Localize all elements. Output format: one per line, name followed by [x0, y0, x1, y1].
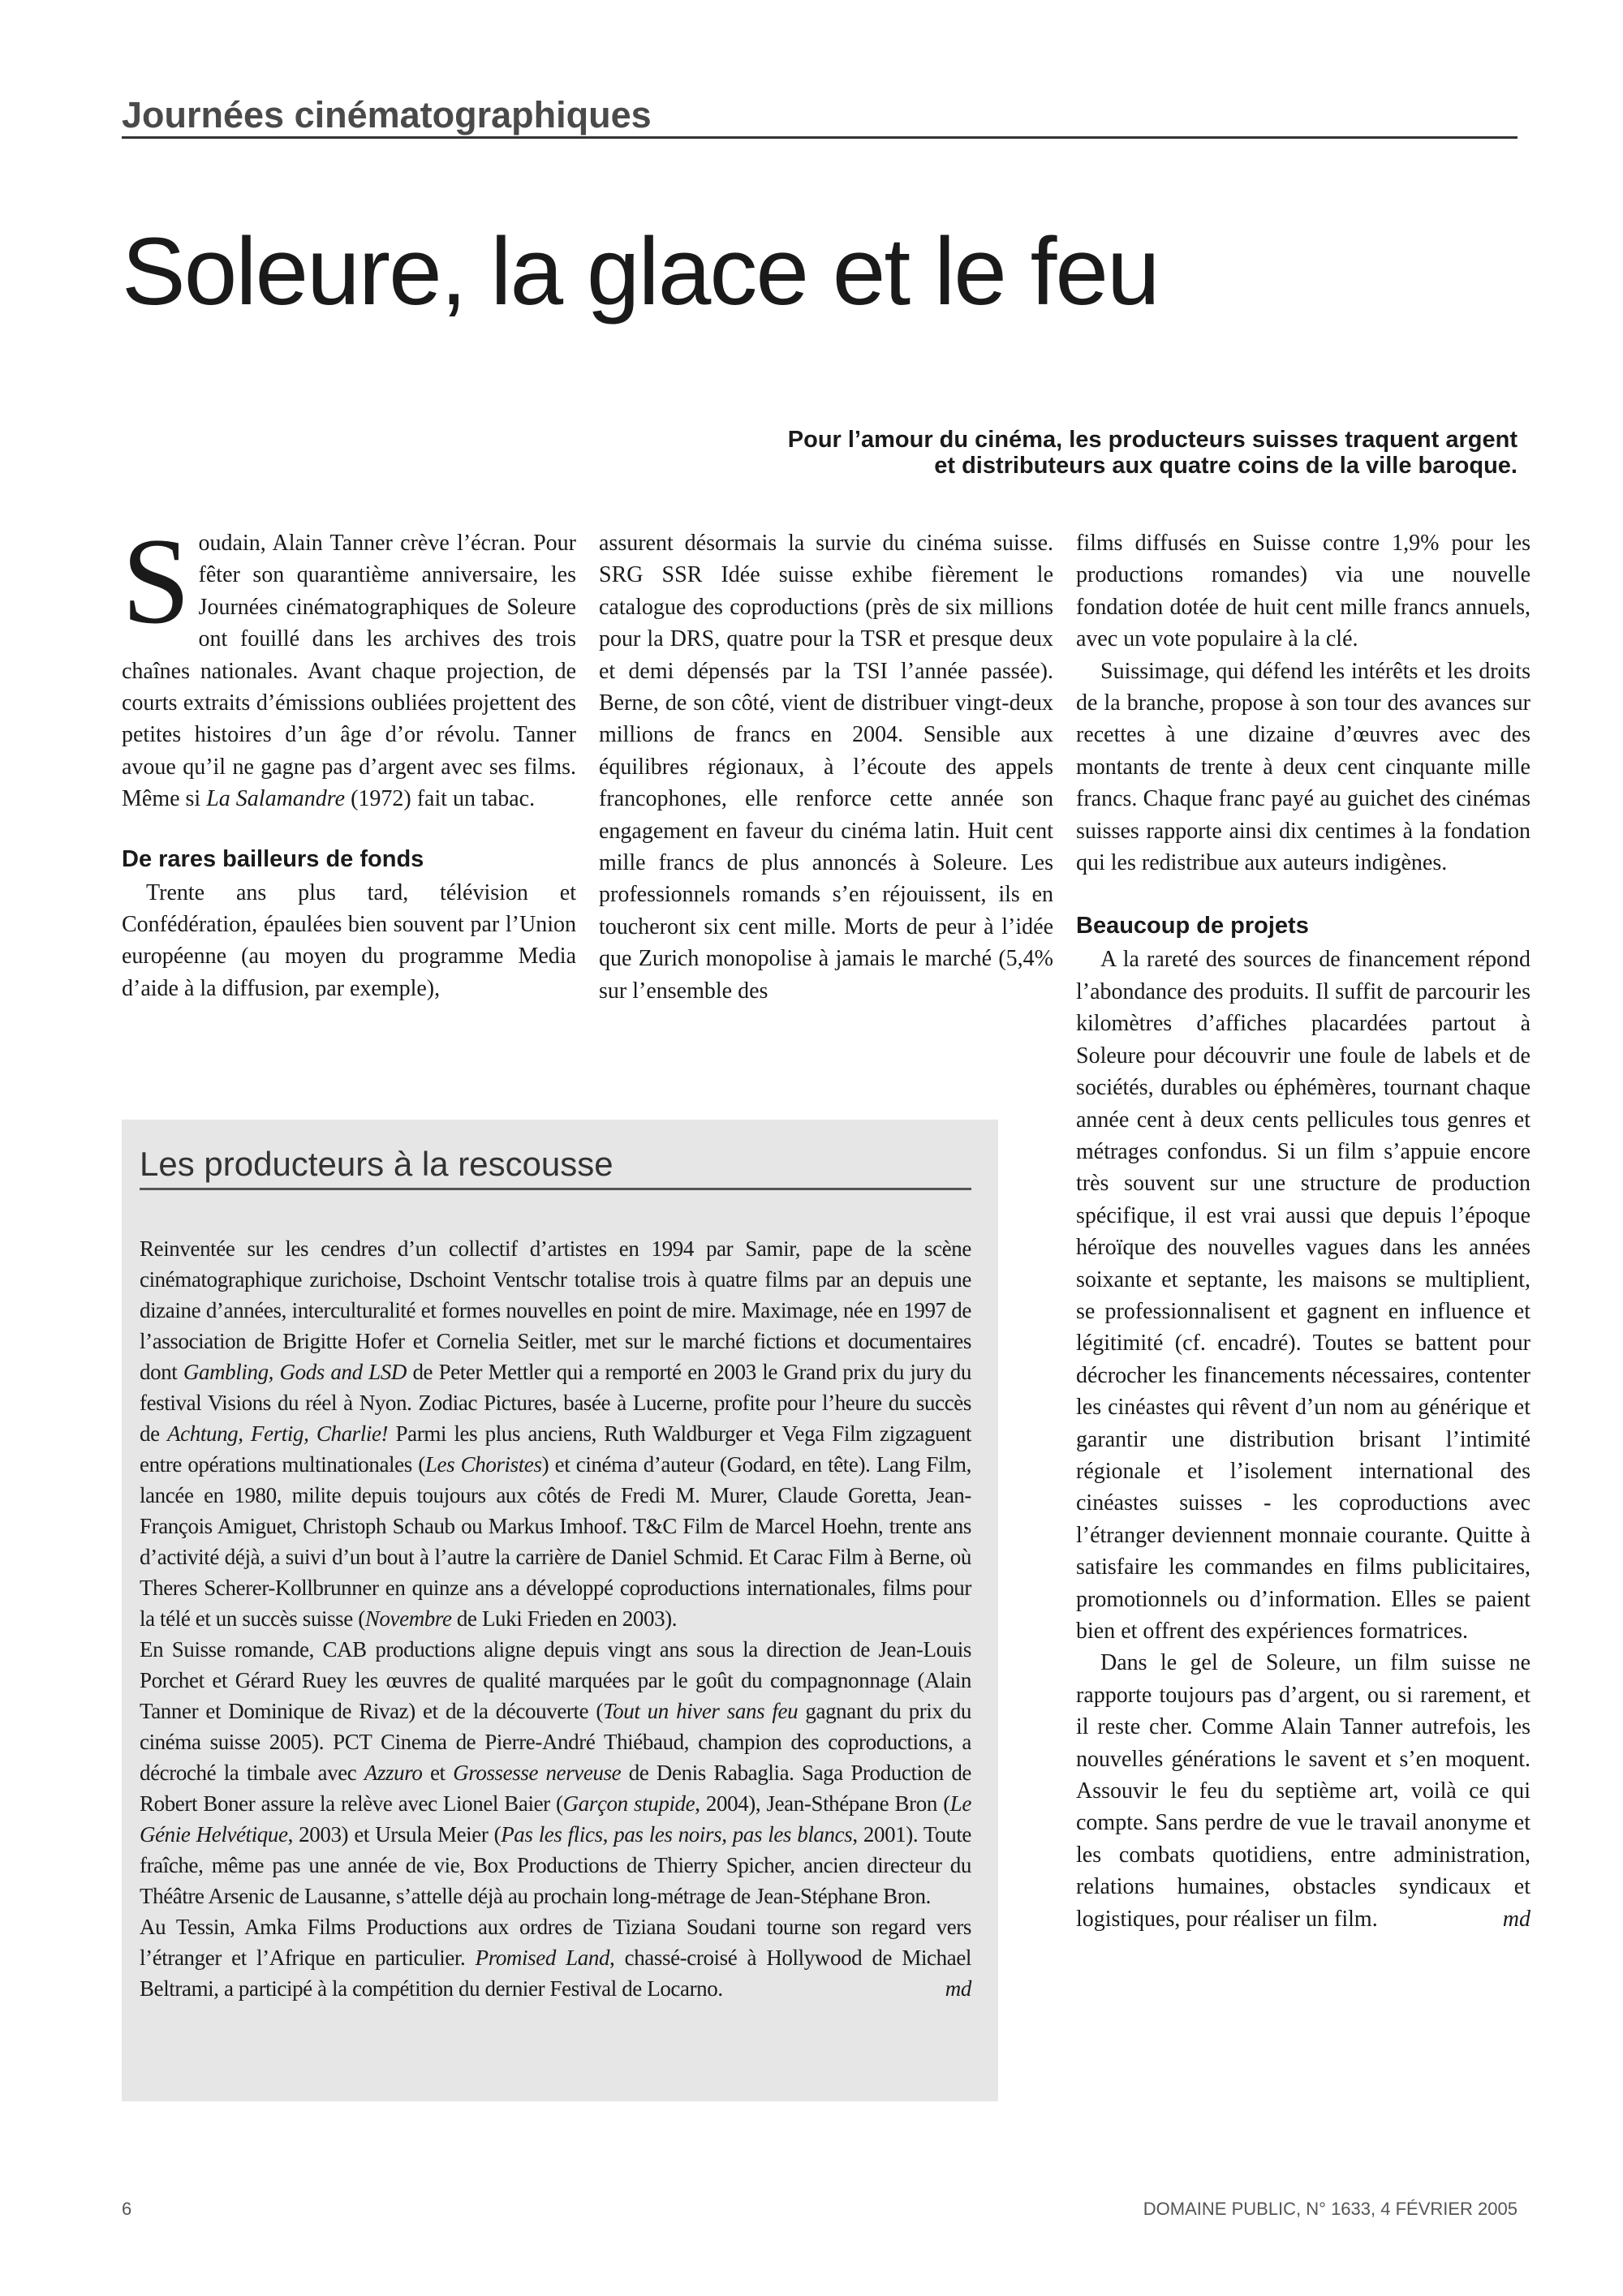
paragraph-intro: Soudain, Alain Tanner crève l’écran. Pour fêter son quarantième anniversaire, les Journées cinématographiques de Soleure ont fouillé dans les archives des trois chaînes nationales. Avant chaque projection, de courts extraits d’émissions oubliées projettent des petites histoires d’un âge d’or révolu. Tanner avoue qu’il ne gagne pas d’argent avec ses films. Même si La Salamandre (1972) fait un tabac.	[122, 513, 576, 812]
paragraph: Suissimage, qui défend les intérêts et les droits de la branche, propose à son tour des avances sur recettes à une dizaine d’œuvres avec des montants de trente à deux cent cinquante mille francs. Chaque franc payé au guichet des cinémas suisses rapporte ainsi dix centimes à la fondation qui les redistribue aux auteurs indigènes.	[1076, 658, 1530, 876]
article-column-1	[122, 513, 576, 1004]
section-rubric: Journées cinématographiques	[122, 96, 1518, 139]
drop-cap: S	[122, 513, 191, 649]
publication-info: DOMAINE PUBLIC, N° 1633, 4 FÉVRIER 2005	[1143, 2199, 1518, 2219]
page-number: 6	[122, 2199, 132, 2219]
article-lead	[381, 427, 1518, 479]
paragraph: A la rareté des sources de financement répond l’abondance des produits. Il suffit de parcourir les kilomètres d’affiches placardées partout à Soleure pour découvrir une foule de labels et de sociétés, durables ou éphémères, tournant chaque année cent à deux cents pellicules tous genres et métrages confondus. Si un film s’appuie encore très souvent sur une structure de production spécifique, il est vrai aussi que depuis l’époque héroïque des nouvelles vagues dans les années soixante et septante, les maisons se multiplient, se professionnalisent et gagnent en influence et légitimité (cf. encadré). Toutes se battent pour décrocher les financements nécessaires, contenter les cinéastes qui rêvent d’un nom au générique et garantir une distribution brisant l’intimité régionale et l’isolement international des cinéastes suisses - les coproductions avec l’étranger deviennent monnaie courante. Quitte à satisfaire les commandes en films publicitaires, promotionnels ou d’information. Elles se paient bien et offrent des expériences formatrices.	[1076, 947, 1530, 1644]
paragraph-final: Dans le gel de Soleure, un film suisse ne rapporte toujours pas d’argent, ou si rarement, et il reste cher. Comme Alain Tanner autrefois, les nouvelles générations le savent et s’en moquent. Assouvir le feu du septième art, voilà ce qui compte. Sans perdre de vue le travail anonyme et les combats quotidiens, entre administration, relations humaines, obstacles syndicaux et logistiques, pour réaliser un film. md	[1076, 1647, 1530, 1935]
paragraph: assurent désormais la survie du cinéma suisse. SRG SSR Idée suisse exhibe fièrement le catalogue des coproductions (près de six millions pour la DRS, quatre pour la TSR et presque deux et demi dépensés par la TSI l’année passée). Berne, de son côté, vient de distribuer vingt-deux millions de francs en 2004. Sensible aux équilibres régionaux, à l’écoute des appels francophones, elle renforce cette année son engagement en faveur du cinéma latin. Huit cent mille francs de plus annoncés à Soleure. Les professionnels romands s’en réjouissent, ils en toucheront six cent mille. Morts de peur à l’idée que Zurich monopolise à jamais le marché (5,4% sur l’ensemble des	[599, 531, 1053, 1004]
subheading-bailleurs: De rares bailleurs de fonds	[122, 845, 424, 872]
lead-line-2: et distributeurs aux quatre coins de la ville baroque.	[934, 453, 1518, 479]
sidebar-box	[122, 1120, 998, 2101]
sidebar-body	[140, 1233, 971, 2004]
sidebar-paragraph: En Suisse romande, CAB productions aligne depuis vingt ans sous la direction de Jean-Louis Porchet et Gérard Ruey les œuvres de qualité marquées par le goût du compagnonnage (Alain Tanner et Dominique de Rivaz) et de la découverte (Tout un hiver sans feu gagnant du prix du cinéma suisse 2005). PCT Cinema de Pierre-André Thiébaud, champion des coproductions, a décroché la timbale avec Azzuro et Grossesse nerveuse de Denis Rabaglia. Saga Production de Robert Boner assure la relève avec Lionel Baier (Garçon stupide, 2004), Jean-Sthépane Bron (Le Génie Helvétique, 2003) et Ursula Meier (Pas les flics, pas les noirs, pas les blancs, 2001). Toute fraîche, même pas une année de vie, Box Productions de Thierry Spicher, ancien directeur du Théâtre Arsenic de Lausanne, s’attelle déjà au prochain long-métrage de Jean-Stéphane Bron.	[140, 1637, 972, 1908]
article-title: Soleure, la glace et le feu	[122, 218, 1159, 325]
sidebar-paragraph: Au Tessin, Amka Films Productions aux ordres de Tiziana Soudani tourne son regard vers l’étranger et l’Afrique en particulier. Promised Land, chassé-croisé à Hollywood de Michael Beltrami, a participé à la compétition du dernier Festival de Locarno. md	[140, 1911, 971, 2004]
article-column-2	[599, 527, 1053, 1007]
article-column-3	[1076, 527, 1530, 1935]
paragraph: films diffusés en Suisse contre 1,9% pour les productions romandes) via une nouvelle fondation dotée de huit cent mille francs annuels, avec un vote populaire à la clé.	[1076, 531, 1530, 652]
paragraph: Trente ans plus tard, télévision et Confédération, épaulées bien souvent par l’Union européenne (au moyen du programme Media d’aide à la diffusion, par exemple),	[122, 879, 576, 1001]
lead-line-1: Pour l’amour du cinéma, les producteurs suisses traquent argent	[787, 427, 1518, 453]
author-signature: md	[1502, 1906, 1530, 1932]
sidebar-signature: md	[945, 1976, 971, 2001]
subheading-projets: Beaucoup de projets	[1076, 913, 1309, 939]
sidebar-title: Les producteurs à la rescousse	[140, 1144, 971, 1190]
sidebar-paragraph: Reinventée sur les cendres d’un collectif d’artistes en 1994 par Samir, pape de la scène cinématographique zurichoise, Dschoint Ventschr totalise trois à quatre films par an depuis une dizaine d’années, interculturalité et formes nouvelles en point de mire. Maximage, née en 1997 de l’association de Brigitte Hofer et Cornelia Seitler, met sur le marché fictions et documentaires dont Gambling, Gods and LSD de Peter Mettler qui a remporté en 2003 le Grand prix du jury du festival Visions du réel à Nyon. Zodiac Pictures, basée à Lucerne, profite pour l’heure du succès de Achtung, Fertig, Charlie! Parmi les plus anciens, Ruth Waldburger et Vega Film zigzaguent entre opérations multinationales (Les Choristes) et cinéma d’auteur (Godard, en tête). Lang Film, lancée en 1980, milite depuis toujours aux côtés de Fredi M. Murer, Claude Goretta, Jean- François Amiguet, Christoph Schaub ou Markus Imhoof. T&C Film de Marcel Hoehn, trente ans d’activité déjà, a suivi d’un bout à l’autre la carrière de Daniel Schmid. Et Carac Film à Berne, où Theres Scherer-Kollbrunner en quinze ans a développé coproductions internationales, films pour la télé et un succès suisse (Novembre de Luki Frieden en 2003).	[140, 1236, 971, 1631]
